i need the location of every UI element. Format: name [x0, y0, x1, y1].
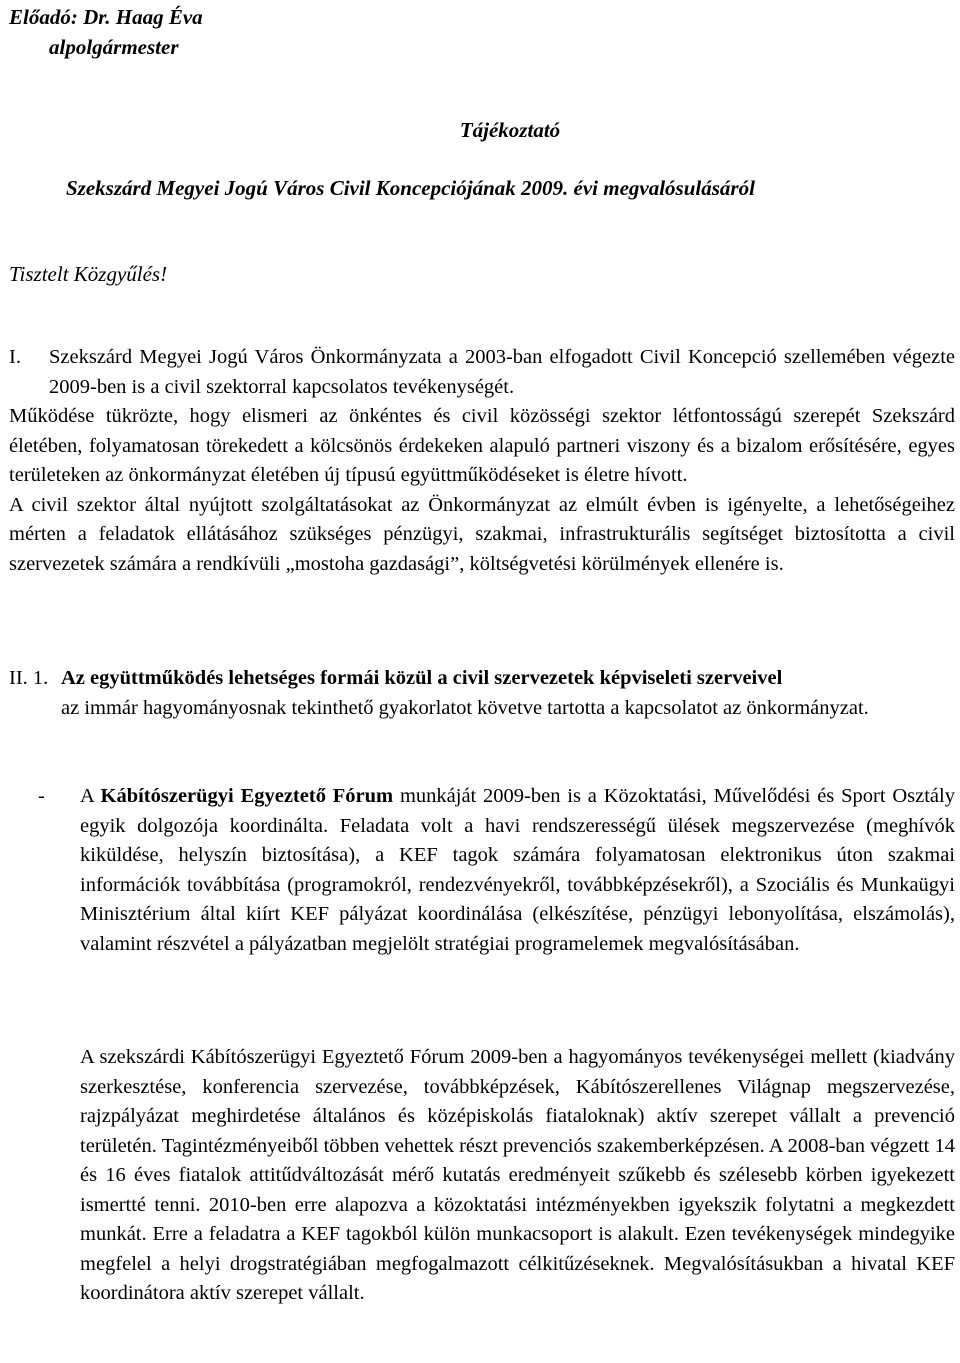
forum-name: Kábítószerügyi Egyeztető Fórum: [100, 785, 394, 807]
document-subtitle: Szekszárd Megyei Jogú Város Civil Koncepciójának 2009. évi megvalósulásáról: [66, 176, 755, 200]
section-1-first-sentence: Szekszárd Megyei Jogú Város Önkormányzata a 2003-ban elfogadott Civil Koncepció szellemében végezte 2009-ben is a civil szektorral kapcsolatos tevékenységét.: [49, 346, 955, 398]
section-2-heading-row: [9, 664, 955, 694]
section-2-heading-bold: Az együttműködés lehetséges formái közül a civil szervezetek képviseleti szerveivel: [61, 667, 783, 689]
section-1-number: I.: [9, 346, 21, 368]
section-2-number: II. 1.: [9, 667, 49, 689]
section-2-heading: [9, 664, 955, 723]
bullet-item: [38, 782, 955, 959]
bullet-dash: -: [38, 785, 45, 807]
presenter-name: Előadó: Dr. Haag Éva: [9, 5, 203, 29]
section-1: [9, 343, 955, 579]
document-title: Tájékoztató: [459, 118, 561, 142]
forum-paragraph: A szekszárdi Kábítószerügyi Egyeztető Fórum 2009-ben a hagyományos tevékenységei mellett (kiadvány szerkesztése, konferencia szervezése, továbbképzések, Kábítószerellenes Világnap megszervezése, rajzpályázat meghirdetése általános és középiskolás fiataloknak) aktív szerepet vállalt a prevenció területén. Tagintézményeiből többen vehettek részt prevenciós szakemberképzésen. A 2008-ban végzett 14 és 16 éves fiatalok attitűdváltozását mérő kutatás eredményeit szűkebb és szélesebb körben igyekezett ismertté tenni. 2010-ben erre alapozva a közoktatási intézményekben igyekszik folytatni a megkezdett munkát. Erre a feladatra a KEF tagokból külön munkacsoport is alakult. Ezen tevékenységek mindegyike megfelel a helyi drogstratégiában megfogalmazott célkitűzéseknek. Megvalósításukban a hivatal KEF koordinátora aktív szerepet vállalt.: [80, 1046, 955, 1304]
section-1-second-sentence: Működése tükrözte, hogy elismeri az önkéntes és civil közösségi szektor létfontosságú szerepét Szekszárd életében, folyamatosan törekedett a kölcsönös érdekeken alapuló partneri viszony és a bizalom erősítésére, egyes területeken az önkormányzat életében új típusú együttműködéseket is életre hívott.: [9, 405, 955, 486]
greeting: Tisztelt Közgyűlés!: [9, 262, 168, 286]
presenter-block: [9, 2, 203, 62]
section-2-heading-rest: az immár hagyományosnak tekinthető gyakorlatot követve tartotta a kapcsolatot az önkormányzat.: [61, 696, 869, 719]
section-1-body: [9, 343, 955, 402]
bullet-prefix: A: [80, 785, 101, 807]
bullet-text: [80, 782, 955, 959]
bullet-body: munkáját 2009-ben is a Közoktatási, Művelődési és Sport Osztály egyik dolgozója koordinálta. Feladata volt a havi rendszerességű ülések megszervezése (meghívók kiküldése, helyszín biztosítása), a KEF tagok számára folyamatosan elektronikus úton szakmai információk továbbítása (programokról, rendezvényekről, továbbképzésekről), a Szociális és Munkaügyi Minisztérium által kiírt KEF pályázat koordinálása (elkészítése, pénzügyi lebonyolítása, elszámolás), valamint részvétel a pályázatban megjelölt stratégiai programelemek megvalósításában.: [80, 785, 955, 955]
section-1-paragraph-2: A civil szektor által nyújtott szolgáltatásokat az Önkormányzat az elmúlt évben is igényelte, a lehetőségeihez mérten a feladatok ellátásához szükséges pénzügyi, szakmai, infrastrukturális segítséget biztosította a civil szervezetek számára a rendkívüli „mostoha gazdasági”, költségvetési körülmények ellenére is.: [9, 493, 955, 575]
presenter-role: alpolgármester: [49, 35, 179, 59]
